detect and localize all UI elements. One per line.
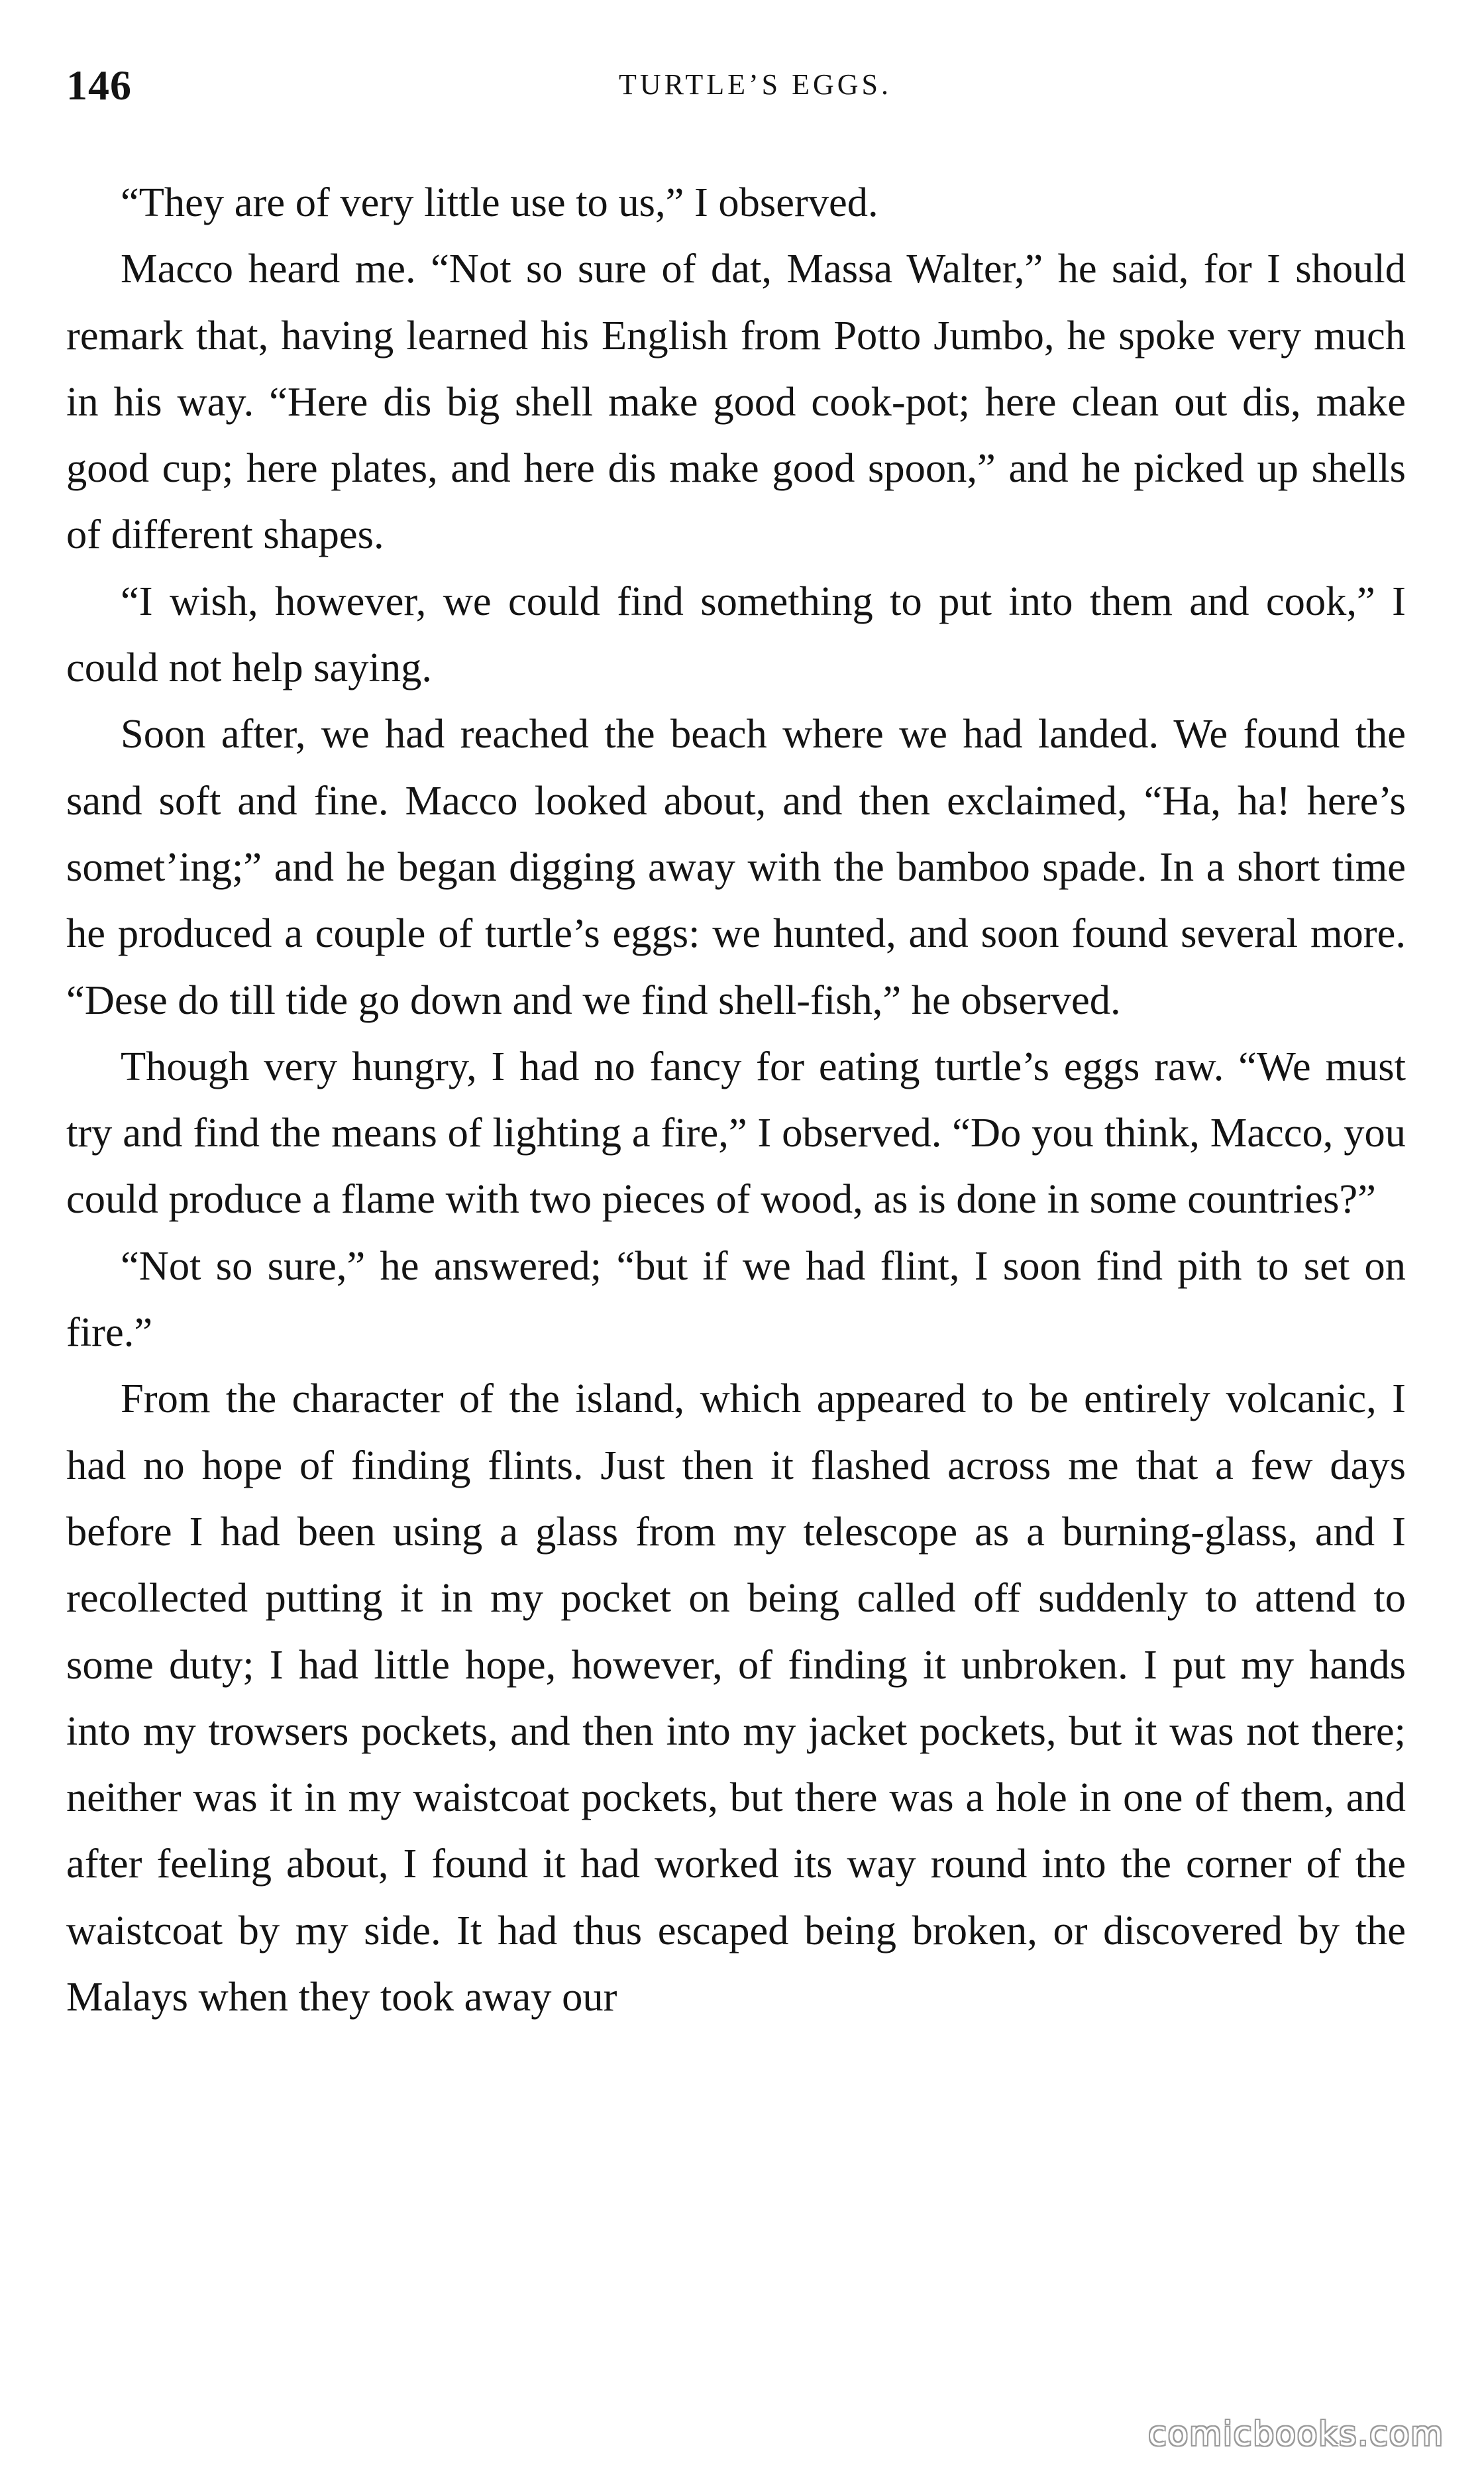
paragraph: “Not so sure,” he answered; “but if we had flint, I soon find pith to set on fire.” [66,1242,1406,1356]
paragraph: From the character of the island, which appeared to be entirely volcanic, I had no hope of finding flints. Just then it flashed across me that a few days before I had been using a glass from my telescope as a burning-glass, and I recollected putting it in my pocket on being called off suddenly to attend to some duty; I had little hope, however, of finding it unbroken. I put my hands into my trowsers pockets, and then into my jacket pockets, but it was not there; neither was it in my waistcoat pockets, but there was a hole in one of them, and after feeling about, I found it had worked its way round into the corner of the waistcoat by my side. It had thus escaped being broken, or discovered by the Malays when they took away our [66,1375,1406,2020]
paragraph: “I wish, however, we could find something to put into them and cook,” I could not help saying. [66,577,1406,691]
page-number: 146 [66,62,132,109]
body-text [66,169,1406,2030]
paragraph: Though very hungry, I had no fancy for eating turtle’s eggs raw. “We must try and find the means of lighting a fire,” I observed. “Do you think, Macco, you could produce a flame with two pieces of wood, as is done in some countries?” [66,1042,1406,1223]
paragraph: Macco heard me. “Not so sure of dat, Massa Walter,” he said, for I should remark that, having learned his English from Potto Jumbo, he spoke very much in his way. “Here dis big shell make good cook-pot; here clean out dis, make good cup; here plates, and here dis make good spoon,” and he picked up shells of different shapes. [66,245,1406,558]
paragraph: Soon after, we had reached the beach where we had landed. We found the sand soft and fine. Macco looked about, and then exclaimed, “Ha, ha! here’s somet’ing;” and he began digging away with the bamboo spade. In a short time he produced a couple of turtle’s eggs: we hunted, and soon found several more. “Dese do till tide go down and we find shell-fish,” he observed. [66,710,1406,1023]
watermark: comicbooks.com [1148,2415,1444,2453]
paragraph: “They are of very little use to us,” I observed. [121,179,878,225]
running-head [66,61,1404,114]
running-title: TURTLE’S EGGS. [618,68,892,101]
